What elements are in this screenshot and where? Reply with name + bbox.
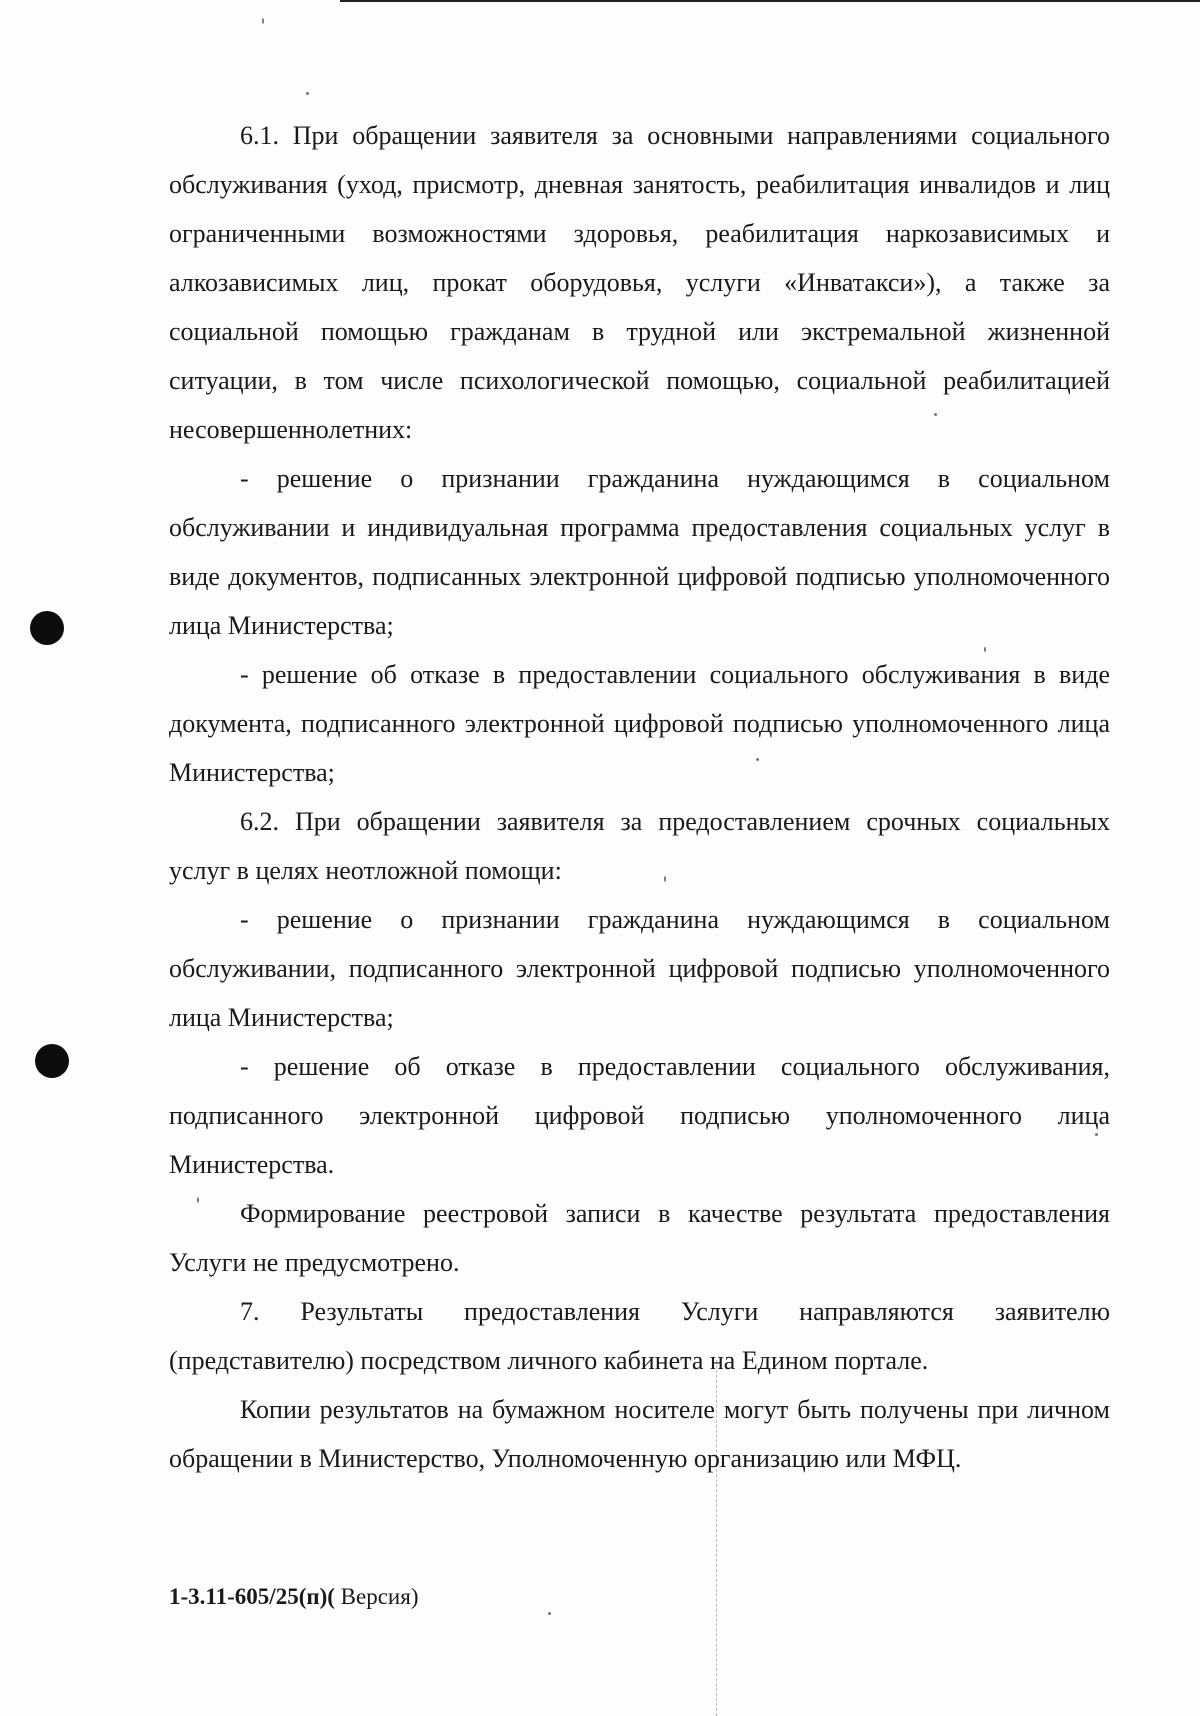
paragraph-copies: Копии результатов на бумажном носителе могут быть получены при личном обращении в Министерство, Уполномоченную организацию или МФЦ. xyxy=(169,1395,1110,1473)
document-version: Версия) xyxy=(334,1584,419,1609)
paragraph-6-1-item-2: - решение об отказе в предоставлении социального обслуживания в виде документа, подписанного электронной цифровой подписью уполномоченного лица Министерства; xyxy=(169,660,1110,787)
binder-hole-top xyxy=(30,611,64,645)
paragraph-6-1: 6.1. При обращении заявителя за основными направлениями социального обслуживания (уход, присмотр, дневная занятость, реабилитация инвалидов и лиц ограниченными возможностями здоровья, реабилитация наркозависимых и алкозависимых лиц, прокат оборудовья, услуги «Инватакси»), а также за социальной помощью гражданам в трудной или экстремальной жизненной ситуации, в том числе психологической помощью, социальной реабилитацией несовершеннолетних: xyxy=(169,121,1110,444)
paragraph-6-2-item-1: - решение о признании гражданина нуждающимся в социальном обслуживании, подписанного электронной цифровой подписью уполномоченного лица Министерства; xyxy=(169,905,1110,1032)
scan-speck xyxy=(306,92,309,95)
paragraph-7: 7. Результаты предоставления Услуги направляются заявителю (представителю) посредством личного кабинета на Едином портале. xyxy=(169,1297,1110,1375)
document-code-footer xyxy=(169,1584,418,1610)
scan-speck xyxy=(262,18,264,24)
paragraph-registry-note: Формирование реестровой записи в качестве результата предоставления Услуги не предусмотрено. xyxy=(169,1199,1110,1277)
paragraph-6-2: 6.2. При обращении заявителя за предоставлением срочных социальных услуг в целях неотложной помощи: xyxy=(169,807,1110,885)
paragraph-6-2-item-2: - решение об отказе в предоставлении социального обслуживания, подписанного электронной цифровой подписью уполномоченного лица Министерства. xyxy=(169,1052,1110,1179)
binder-hole-bottom xyxy=(35,1044,69,1078)
top-edge-line xyxy=(340,0,1200,2)
paragraph-6-1-item-1: - решение о признании гражданина нуждающимся в социальном обслуживании и индивидуальная программа предоставления социальных услуг в виде документов, подписанных электронной цифровой подписью уполномоченного лица Министерства; xyxy=(169,464,1110,640)
scan-speck xyxy=(548,1612,551,1615)
document-code: 1-3.11-605/25(п)( xyxy=(169,1584,335,1609)
document-body xyxy=(169,111,1110,1483)
